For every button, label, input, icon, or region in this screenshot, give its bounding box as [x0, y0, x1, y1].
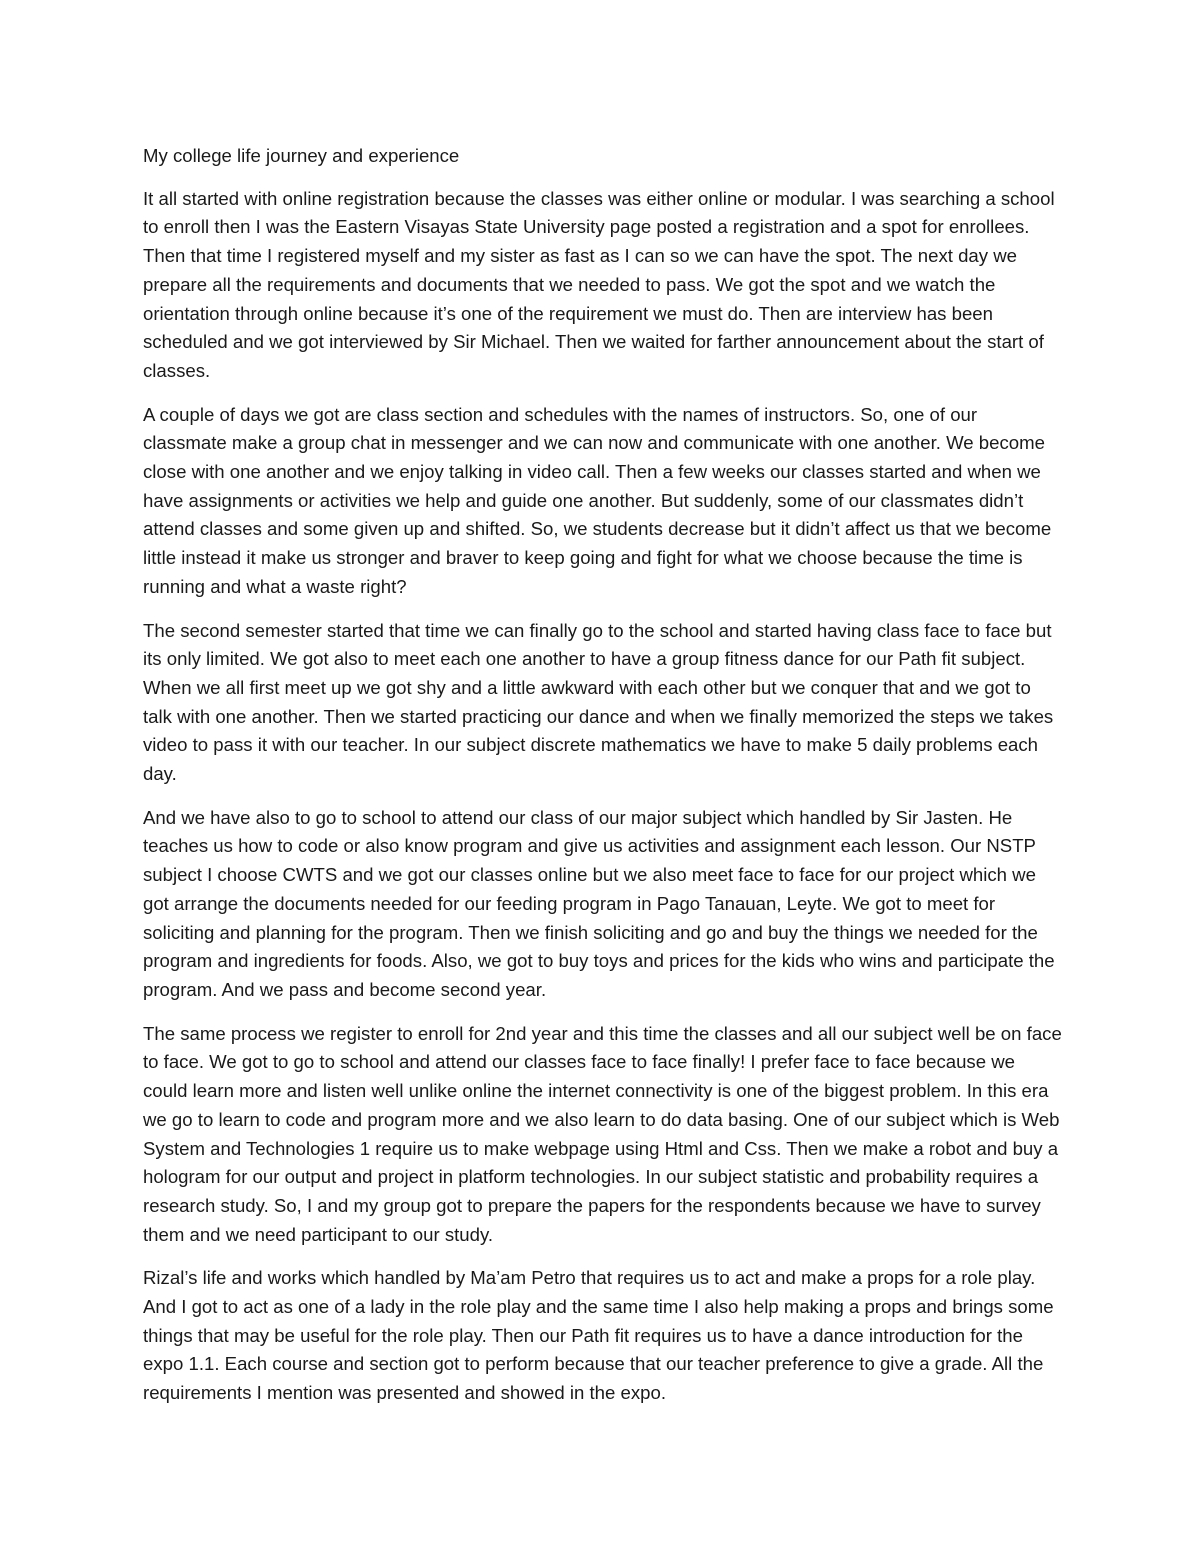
paragraph-rizal: Rizal’s life and works which handled by Ma’am Petro that requires us to act and make a props for a role play. And I got to act as one of a lady in the role play and the same time I also help making a props and brings some things that may be useful for the role play. Then our Path fit requires us to have a dance introduction for the expo 1.1. Each course and section got to perform because that our teacher preference to give a grade. All the requirements I mention was presented and showed in the expo.	[143, 1267, 1054, 1404]
document-body	[143, 142, 1063, 1423]
document-title: My college life journey and experience	[143, 145, 460, 166]
paragraph-second-semester: The second semester started that time we can finally go to the school and started having class face to face but its only limited. We got also to meet each one another to have a group fitness dance for our Path fit subject. When we all first meet up we got shy and a little awkward with each other but we conquer that and we got to talk with one another. Then we started practicing our dance and when we finally memorized the steps we takes video to pass it with our teacher. In our subject discrete mathematics we have to make 5 daily problems each day.	[143, 619, 1054, 785]
paragraph-major-subject: And we have also to go to school to attend our class of our major subject which handled by Sir Jasten. He teaches us how to code or also know program and give us activities and assignment each lesson. Our NSTP subject I choose CWTS and we got our classes online but we also meet face to face for our project which we got arrange the documents needed for our feeding program in Pago Tanauan, Leyte. We got to meet for soliciting and planning for the program. Then we finish soliciting and go and buy the things we needed for the program and ingredients for foods. Also, we got to buy toys and prices for the kids who wins and participate the program. And we pass and become second year.	[143, 806, 1055, 1000]
paragraph-registration: It all started with online registration because the classes was either online or modular. I was searching a school to enroll then I was the Eastern Visayas State University page posted a registration and a spot for enrollees. Then that time I registered myself and my sister as fast as I can so we can have the spot. The next day we prepare all the requirements and documents that we needed to pass. We got the spot and we watch the orientation through online because it’s one of the requirement we must do. Then are interview has been scheduled and we got interviewed by Sir Michael. Then we waited for farther announcement about the start of classes.	[143, 187, 1055, 381]
paragraph-classmates: A couple of days we got are class section and schedules with the names of instructors. So, one of our classmate make a group chat in messenger and we can now and communicate with one another. We become close with one another and we enjoy talking in video call. Then a few weeks our classes started and when we have assignments or activities we help and guide one another. But suddenly, some of our classmates didn’t attend classes and some given up and shifted. So, we students decrease but it didn’t affect us that we become little instead it make us stronger and braver to keep going and fight for what we choose because the time is running and what a waste right?	[143, 403, 1052, 597]
paragraph-second-year: The same process we register to enroll for 2nd year and this time the classes and all our subject well be on face to face. We got to go to school and attend our classes face to face finally! I prefer face to face because we could learn more and listen well unlike online the internet connectivity is one of the biggest problem. In this era we go to learn to code and program more and we also learn to do data basing. One of our subject which is Web System and Technologies 1 require us to make webpage using Html and Css. Then we make a robot and buy a hologram for our output and project in platform technologies. In our subject statistic and probability requires a research study. So, I and my group got to prepare the papers for the respondents because we have to survey them and we need participant to our study.	[143, 1022, 1062, 1245]
